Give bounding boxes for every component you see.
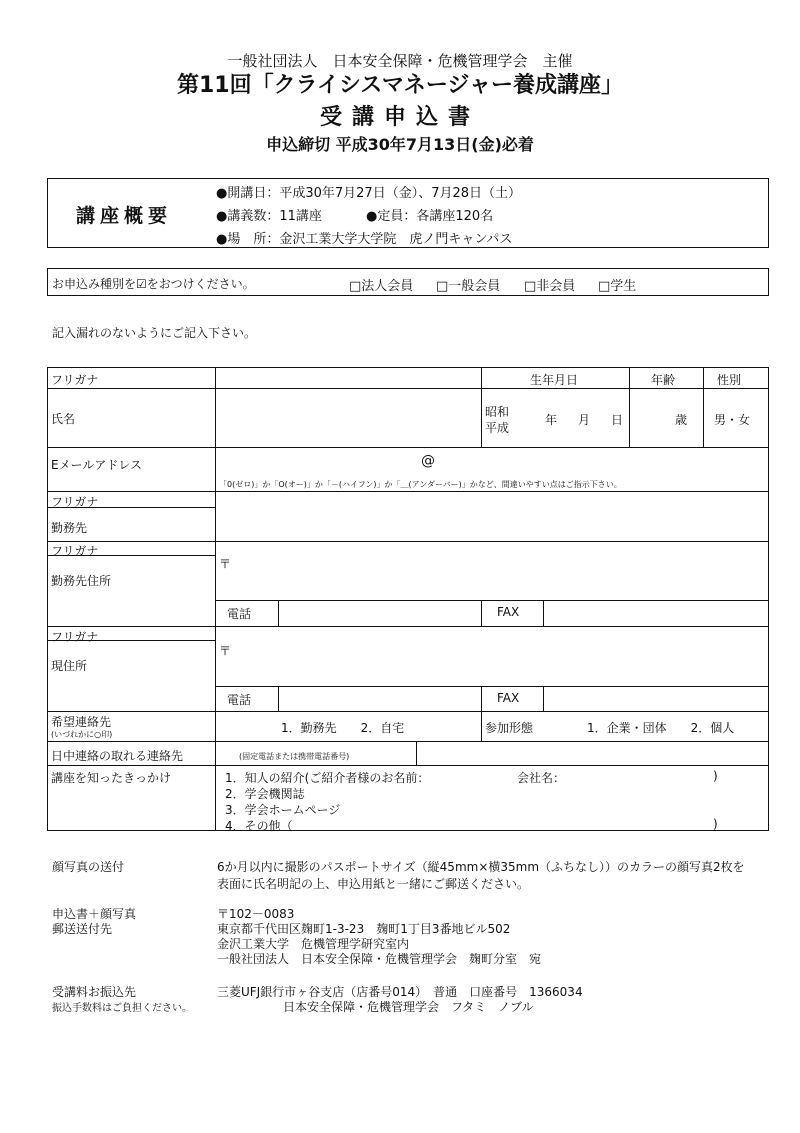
label-work-fax: FAX	[497, 605, 520, 619]
label-workplace-furigana: フリガナ	[51, 495, 99, 509]
label-daytime-contact: 日中連絡の取れる連絡先	[51, 749, 184, 763]
payment-label: 受講料お振込先	[52, 985, 137, 999]
label-participation: 参加形態	[485, 721, 534, 735]
era-heisei[interactable]: 平成	[485, 421, 510, 435]
how-found-referral[interactable]: 1．知人の紹介(ご紹介者様のお名前：	[225, 771, 430, 785]
type-option-general[interactable]: □一般会員	[436, 279, 501, 294]
type-option-student[interactable]: □学生	[598, 279, 637, 294]
email-field[interactable]	[215, 447, 769, 475]
label-home-address-furigana: フリガナ	[51, 630, 99, 644]
name-field[interactable]	[215, 388, 481, 447]
era-showa[interactable]: 昭和	[485, 405, 510, 419]
home-phone-field[interactable]	[278, 686, 481, 711]
label-how-found: 講座を知ったきっかけ	[51, 771, 172, 785]
daytime-contact-note: (固定電話または携帯電話番号)	[239, 752, 350, 761]
mail-recipient: 一般社団法人 日本安全保障・危機管理学会 麹町分室 宛	[217, 952, 542, 966]
label-age: 年齢	[651, 373, 676, 387]
photo-instructions-1: 6か月以内に撮影のパスポートサイズ（縦45mm×横35mm（ふちなし））のカラーの顔写真2枚を	[217, 860, 745, 874]
type-option-corporate[interactable]: □法人会員	[349, 279, 414, 294]
label-work-phone: 電話	[227, 607, 252, 621]
label-home-address: 現住所	[51, 659, 88, 673]
application-form	[47, 367, 769, 831]
label-contact-preference: 希望連絡先	[51, 715, 112, 729]
payment-fee-note: 振込手数料はご負担ください。	[52, 1003, 192, 1014]
application-type	[47, 268, 769, 296]
name-furigana-field[interactable]	[215, 367, 481, 388]
daytime-contact-field[interactable]	[416, 741, 769, 765]
sex-options[interactable]: 男・女	[714, 413, 751, 427]
summary-lectures: ●講義数：11講座	[216, 209, 322, 224]
other-paren-close: )	[713, 817, 718, 831]
photo-label: 顔写真の送付	[52, 860, 125, 874]
home-postal-mark: 〒	[219, 644, 232, 658]
mail-label-1: 申込書＋顔写真	[52, 907, 137, 921]
label-home-fax: FAX	[497, 691, 520, 705]
type-option-nonmember[interactable]: □非会員	[524, 279, 576, 294]
referral-paren-close: )	[713, 769, 718, 783]
how-found-company-label: 会社名：	[517, 771, 566, 785]
label-sex: 性別	[717, 373, 742, 387]
label-name-furigana: フリガナ	[51, 373, 99, 387]
label-email: Eメールアドレス	[51, 458, 142, 472]
instruction: 記入漏れのないようにご記入下さい。	[52, 326, 257, 340]
participation-options[interactable]: 1．企業・団体 2．個人	[587, 721, 735, 735]
label-workplace: 勤務先	[51, 521, 88, 535]
page-title: 第11回「クライシスマネージャー養成講座」	[177, 73, 623, 98]
how-found-journal[interactable]: 2．学会機関誌	[225, 787, 305, 801]
summary-capacity: ●定員：各講座120名	[366, 209, 494, 224]
mail-address: 東京都千代田区麹町1-3-23 麹町1丁目3番地ビル502	[217, 922, 511, 936]
organizer: 一般社団法人 日本安全保障・危機管理学会 主催	[227, 52, 573, 70]
mail-label-2: 郵送送付先	[52, 922, 113, 936]
label-year: 年	[545, 413, 558, 427]
work-postal-mark: 〒	[219, 557, 232, 571]
contact-preference-note: (いづれかに○印)	[51, 730, 113, 739]
mail-lab: 金沢工業大学 危機管理学研究室内	[217, 937, 410, 951]
how-found-other[interactable]: 4．その他（	[225, 819, 293, 833]
label-home-phone: 電話	[227, 693, 252, 707]
email-note: 「0(ゼロ)」か「O(オー)」か「－(ハイフン)」か「＿(アンダーバー)」かなど、間違いやすい点はご指示下さい。	[219, 480, 622, 489]
payment-account-name: 日本安全保障・危機管理学会 フタミ ノブル	[283, 1000, 534, 1014]
summary-dates: ●開講日：平成30年7月27日（金）、7月28日（土）	[216, 186, 522, 201]
home-fax-field[interactable]	[543, 686, 769, 711]
summary-venue: ●場 所：金沢工業大学大学院 虎ノ門キャンパス	[216, 232, 513, 247]
label-birthdate: 生年月日	[530, 373, 579, 387]
label-day: 日	[611, 413, 624, 427]
mail-postal-code: 〒102－0083	[217, 907, 295, 921]
label-month: 月	[578, 413, 591, 427]
course-summary	[47, 178, 769, 248]
contact-preference-options[interactable]: 1．勤務先 2．自宅	[281, 721, 405, 735]
label-work-address: 勤務先住所	[51, 574, 112, 588]
work-fax-field[interactable]	[543, 600, 769, 626]
summary-label: 講座概要	[76, 205, 173, 227]
work-phone-field[interactable]	[278, 600, 481, 626]
home-address-field[interactable]	[215, 626, 769, 686]
at-sign: @	[421, 453, 435, 469]
photo-instructions-2: 表面に氏名明記の上、申込用紙と一緒にご郵送ください。	[217, 877, 530, 891]
how-found-website[interactable]: 3．学会ホームページ	[225, 803, 341, 817]
label-years-old: 歳	[675, 413, 688, 427]
deadline: 申込締切 平成30年7月13日(金)必着	[266, 135, 534, 154]
label-work-address-furigana: フリガナ	[51, 544, 99, 558]
type-label: お申込み種別を☑をおつけください。	[52, 277, 255, 291]
label-name: 氏名	[51, 412, 76, 426]
work-address-field[interactable]	[215, 541, 769, 600]
payment-bank: 三菱UFJ銀行市ヶ谷支店（店番号014） 普通 口座番号 1366034	[217, 985, 583, 999]
form-subtitle: 受講申込書	[319, 105, 480, 130]
workplace-field[interactable]	[215, 491, 769, 541]
